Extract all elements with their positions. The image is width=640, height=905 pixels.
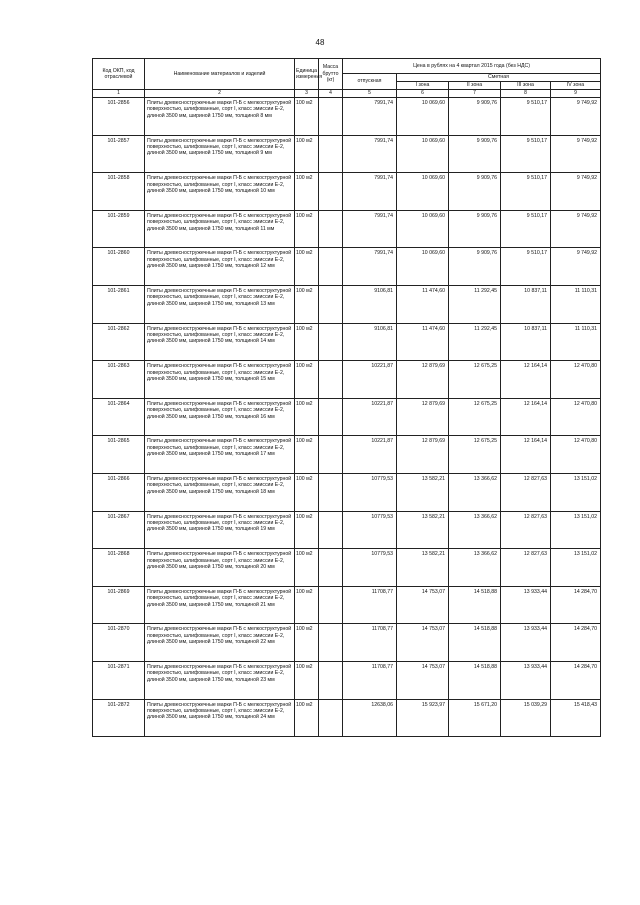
product-name-cell: Плиты древесностружечные марки П-Б с мелкоструктурной поверхностью, шлифованные, сорт I, класс эмиссии Е-2, длиной 3500 мм, шириной 1750 мм, толщиной 19 мм xyxy=(145,511,295,549)
unit-cell: 100 м2 xyxy=(295,285,319,323)
unit-cell: 100 м2 xyxy=(295,511,319,549)
mass-cell xyxy=(319,398,343,436)
zone-1-price-cell: 14 753,07 xyxy=(397,586,449,624)
column-number: 5 xyxy=(343,90,397,98)
unit-cell: 100 м2 xyxy=(295,549,319,587)
unit-cell: 100 м2 xyxy=(295,323,319,361)
zone-1-price-cell: 10 069,60 xyxy=(397,98,449,136)
unit-cell: 100 м2 xyxy=(295,624,319,662)
mass-cell xyxy=(319,323,343,361)
product-name-cell: Плиты древесностружечные марки П-Б с мелкоструктурной поверхностью, шлифованные, сорт I, класс эмиссии Е-2, длиной 3500 мм, шириной 1750 мм, толщиной 23 мм xyxy=(145,661,295,699)
product-name-cell: Плиты древесностружечные марки П-Б с мелкоструктурной поверхностью, шлифованные, сорт I, класс эмиссии Е-2, длиной 3500 мм, шириной 1750 мм, толщиной 17 мм xyxy=(145,436,295,474)
zone-2-price-cell: 9 909,76 xyxy=(449,135,501,173)
zone-1-price-cell: 12 879,69 xyxy=(397,436,449,474)
zone-4-price-cell: 14 284,70 xyxy=(551,586,601,624)
product-code-cell: 101-2857 xyxy=(93,135,145,173)
zone-2-price-cell: 12 675,25 xyxy=(449,361,501,399)
product-name-cell: Плиты древесностружечные марки П-Б с мелкоструктурной поверхностью, шлифованные, сорт I, класс эмиссии Е-2, длиной 3500 мм, шириной 1750 мм, толщиной 21 мм xyxy=(145,586,295,624)
price-table xyxy=(92,58,601,737)
zone-1-price-cell: 10 069,60 xyxy=(397,210,449,248)
zone-1-price-cell: 14 753,07 xyxy=(397,624,449,662)
zone-1-price-cell: 10 069,60 xyxy=(397,248,449,286)
mass-cell xyxy=(319,361,343,399)
zone-2-price-cell: 14 518,88 xyxy=(449,586,501,624)
column-number: 8 xyxy=(501,90,551,98)
header-mass: Масса брутто (кг) xyxy=(319,59,343,90)
release-price-cell: 7991,74 xyxy=(343,173,397,211)
table-row xyxy=(93,586,601,624)
product-code-cell: 101-2865 xyxy=(93,436,145,474)
table-row xyxy=(93,173,601,211)
header-price-group: Цена в рублях на 4 квартал 2015 года (без НДС) xyxy=(343,59,601,74)
release-price-cell: 9106,81 xyxy=(343,285,397,323)
zone-4-price-cell: 11 110,31 xyxy=(551,323,601,361)
zone-2-price-cell: 14 518,88 xyxy=(449,661,501,699)
product-code-cell: 101-2866 xyxy=(93,473,145,511)
mass-cell xyxy=(319,436,343,474)
zone-3-price-cell: 12 164,14 xyxy=(501,436,551,474)
product-code-cell: 101-2856 xyxy=(93,98,145,136)
product-code-cell: 101-2870 xyxy=(93,624,145,662)
header-zone-2: II зона xyxy=(449,82,501,90)
mass-cell xyxy=(319,661,343,699)
zone-4-price-cell: 13 151,02 xyxy=(551,473,601,511)
zone-1-price-cell: 10 069,60 xyxy=(397,173,449,211)
unit-cell: 100 м2 xyxy=(295,135,319,173)
header-zone-4: IV зона xyxy=(551,82,601,90)
product-code-cell: 101-2858 xyxy=(93,173,145,211)
release-price-cell: 11708,77 xyxy=(343,586,397,624)
product-name-cell: Плиты древесностружечные марки П-Б с мелкоструктурной поверхностью, шлифованные, сорт I, класс эмиссии Е-2, длиной 3500 мм, шириной 1750 мм, толщиной 13 мм xyxy=(145,285,295,323)
product-name-cell: Плиты древесностружечные марки П-Б с мелкоструктурной поверхностью, шлифованные, сорт I, класс эмиссии Е-2, длиной 3500 мм, шириной 1750 мм, толщиной 18 мм xyxy=(145,473,295,511)
header-release: отпускная xyxy=(343,74,397,90)
zone-1-price-cell: 11 474,60 xyxy=(397,323,449,361)
mass-cell xyxy=(319,248,343,286)
release-price-cell: 11708,77 xyxy=(343,661,397,699)
column-number-row xyxy=(93,90,601,98)
zone-3-price-cell: 12 827,63 xyxy=(501,549,551,587)
product-code-cell: 101-2864 xyxy=(93,398,145,436)
zone-3-price-cell: 12 827,63 xyxy=(501,511,551,549)
zone-2-price-cell: 11 292,45 xyxy=(449,323,501,361)
unit-cell: 100 м2 xyxy=(295,210,319,248)
unit-cell: 100 м2 xyxy=(295,361,319,399)
release-price-cell: 7991,74 xyxy=(343,98,397,136)
release-price-cell: 7991,74 xyxy=(343,135,397,173)
release-price-cell: 11708,77 xyxy=(343,624,397,662)
zone-1-price-cell: 13 582,21 xyxy=(397,473,449,511)
zone-4-price-cell: 9 749,92 xyxy=(551,173,601,211)
product-name-cell: Плиты древесностружечные марки П-Б с мелкоструктурной поверхностью, шлифованные, сорт I, класс эмиссии Е-2, длиной 3500 мм, шириной 1750 мм, толщиной 10 мм xyxy=(145,173,295,211)
mass-cell xyxy=(319,135,343,173)
release-price-cell: 10779,53 xyxy=(343,473,397,511)
table-row xyxy=(93,624,601,662)
product-name-cell: Плиты древесностружечные марки П-Б с мелкоструктурной поверхностью, шлифованные, сорт I, класс эмиссии Е-2, длиной 3500 мм, шириной 1750 мм, толщиной 12 мм xyxy=(145,248,295,286)
zone-2-price-cell: 12 675,25 xyxy=(449,436,501,474)
unit-cell: 100 м2 xyxy=(295,699,319,737)
table-row xyxy=(93,210,601,248)
product-name-cell: Плиты древесностружечные марки П-Б с мелкоструктурной поверхностью, шлифованные, сорт I, класс эмиссии Е-2, длиной 3500 мм, шириной 1750 мм, толщиной 16 мм xyxy=(145,398,295,436)
mass-cell xyxy=(319,98,343,136)
table-row xyxy=(93,473,601,511)
zone-3-price-cell: 12 164,14 xyxy=(501,398,551,436)
zone-2-price-cell: 13 366,62 xyxy=(449,511,501,549)
zone-3-price-cell: 9 510,17 xyxy=(501,135,551,173)
zone-4-price-cell: 9 749,92 xyxy=(551,98,601,136)
zone-2-price-cell: 11 292,45 xyxy=(449,285,501,323)
zone-2-price-cell: 9 909,76 xyxy=(449,210,501,248)
zone-3-price-cell: 15 039,29 xyxy=(501,699,551,737)
zone-1-price-cell: 14 753,07 xyxy=(397,661,449,699)
release-price-cell: 10221,87 xyxy=(343,361,397,399)
product-code-cell: 101-2871 xyxy=(93,661,145,699)
zone-2-price-cell: 14 518,88 xyxy=(449,624,501,662)
release-price-cell: 10779,53 xyxy=(343,549,397,587)
mass-cell xyxy=(319,511,343,549)
release-price-cell: 7991,74 xyxy=(343,210,397,248)
product-name-cell: Плиты древесностружечные марки П-Б с мелкоструктурной поверхностью, шлифованные, сорт I, класс эмиссии Е-2, длиной 3500 мм, шириной 1750 мм, толщиной 15 мм xyxy=(145,361,295,399)
table-body xyxy=(93,98,601,737)
table-row xyxy=(93,661,601,699)
mass-cell xyxy=(319,624,343,662)
column-number: 1 xyxy=(93,90,145,98)
zone-3-price-cell: 9 510,17 xyxy=(501,248,551,286)
table-row xyxy=(93,248,601,286)
zone-4-price-cell: 14 284,70 xyxy=(551,661,601,699)
column-number: 9 xyxy=(551,90,601,98)
product-name-cell: Плиты древесностружечные марки П-Б с мелкоструктурной поверхностью, шлифованные, сорт I, класс эмиссии Е-2, длиной 3500 мм, шириной 1750 мм, толщиной 9 мм xyxy=(145,135,295,173)
table-row xyxy=(93,549,601,587)
zone-3-price-cell: 9 510,17 xyxy=(501,98,551,136)
product-code-cell: 101-2860 xyxy=(93,248,145,286)
zone-1-price-cell: 11 474,60 xyxy=(397,285,449,323)
zone-4-price-cell: 11 110,31 xyxy=(551,285,601,323)
product-name-cell: Плиты древесностружечные марки П-Б с мелкоструктурной поверхностью, шлифованные, сорт I, класс эмиссии Е-2, длиной 3500 мм, шириной 1750 мм, толщиной 11 мм xyxy=(145,210,295,248)
table-row xyxy=(93,398,601,436)
unit-cell: 100 м2 xyxy=(295,473,319,511)
header-zone-3: III зона xyxy=(501,82,551,90)
unit-cell: 100 м2 xyxy=(295,248,319,286)
zone-2-price-cell: 9 909,76 xyxy=(449,98,501,136)
header-estimate-group: Сметная xyxy=(397,74,601,82)
zone-2-price-cell: 9 909,76 xyxy=(449,173,501,211)
product-name-cell: Плиты древесностружечные марки П-Б с мелкоструктурной поверхностью, шлифованные, сорт I, класс эмиссии Е-2, длиной 3500 мм, шириной 1750 мм, толщиной 14 мм xyxy=(145,323,295,361)
release-price-cell: 10221,87 xyxy=(343,436,397,474)
product-name-cell: Плиты древесностружечные марки П-Б с мелкоструктурной поверхностью, шлифованные, сорт I, класс эмиссии Е-2, длиной 3500 мм, шириной 1750 мм, толщиной 20 мм xyxy=(145,549,295,587)
zone-2-price-cell: 12 675,25 xyxy=(449,398,501,436)
release-price-cell: 10779,53 xyxy=(343,511,397,549)
mass-cell xyxy=(319,586,343,624)
zone-4-price-cell: 15 418,43 xyxy=(551,699,601,737)
zone-4-price-cell: 9 749,92 xyxy=(551,248,601,286)
mass-cell xyxy=(319,473,343,511)
mass-cell xyxy=(319,210,343,248)
unit-cell: 100 м2 xyxy=(295,436,319,474)
product-name-cell: Плиты древесностружечные марки П-Б с мелкоструктурной поверхностью, шлифованные, сорт I, класс эмиссии Е-2, длиной 3500 мм, шириной 1750 мм, толщиной 22 мм xyxy=(145,624,295,662)
zone-1-price-cell: 12 879,69 xyxy=(397,398,449,436)
product-code-cell: 101-2872 xyxy=(93,699,145,737)
table-row xyxy=(93,323,601,361)
unit-cell: 100 м2 xyxy=(295,398,319,436)
zone-3-price-cell: 13 933,44 xyxy=(501,661,551,699)
product-code-cell: 101-2859 xyxy=(93,210,145,248)
release-price-cell: 7991,74 xyxy=(343,248,397,286)
zone-4-price-cell: 9 749,92 xyxy=(551,135,601,173)
product-code-cell: 101-2869 xyxy=(93,586,145,624)
release-price-cell: 10221,87 xyxy=(343,398,397,436)
table-row xyxy=(93,436,601,474)
column-number: 7 xyxy=(449,90,501,98)
product-code-cell: 101-2861 xyxy=(93,285,145,323)
zone-4-price-cell: 13 151,02 xyxy=(551,511,601,549)
zone-3-price-cell: 9 510,17 xyxy=(501,210,551,248)
zone-4-price-cell: 9 749,92 xyxy=(551,210,601,248)
unit-cell: 100 м2 xyxy=(295,586,319,624)
zone-4-price-cell: 12 470,80 xyxy=(551,361,601,399)
zone-2-price-cell: 9 909,76 xyxy=(449,248,501,286)
zone-4-price-cell: 14 284,70 xyxy=(551,624,601,662)
release-price-cell: 12638,06 xyxy=(343,699,397,737)
table-row xyxy=(93,98,601,136)
unit-cell: 100 м2 xyxy=(295,661,319,699)
zone-1-price-cell: 13 582,21 xyxy=(397,511,449,549)
zone-1-price-cell: 13 582,21 xyxy=(397,549,449,587)
page-number: 48 xyxy=(315,38,325,47)
table-row xyxy=(93,511,601,549)
product-code-cell: 101-2862 xyxy=(93,323,145,361)
zone-1-price-cell: 10 069,60 xyxy=(397,135,449,173)
zone-2-price-cell: 13 366,62 xyxy=(449,549,501,587)
table-row xyxy=(93,135,601,173)
product-code-cell: 101-2868 xyxy=(93,549,145,587)
zone-1-price-cell: 15 923,97 xyxy=(397,699,449,737)
column-number: 6 xyxy=(397,90,449,98)
column-number: 3 xyxy=(295,90,319,98)
product-name-cell: Плиты древесностружечные марки П-Б с мелкоструктурной поверхностью, шлифованные, сорт I, класс эмиссии Е-2, длиной 3500 мм, шириной 1750 мм, толщиной 24 мм xyxy=(145,699,295,737)
mass-cell xyxy=(319,549,343,587)
table-row xyxy=(93,361,601,399)
zone-3-price-cell: 12 164,14 xyxy=(501,361,551,399)
zone-1-price-cell: 12 879,69 xyxy=(397,361,449,399)
zone-4-price-cell: 13 151,02 xyxy=(551,549,601,587)
mass-cell xyxy=(319,285,343,323)
release-price-cell: 9106,81 xyxy=(343,323,397,361)
mass-cell xyxy=(319,699,343,737)
product-code-cell: 101-2867 xyxy=(93,511,145,549)
zone-3-price-cell: 12 827,63 xyxy=(501,473,551,511)
column-number: 4 xyxy=(319,90,343,98)
zone-3-price-cell: 13 933,44 xyxy=(501,586,551,624)
zone-3-price-cell: 10 837,11 xyxy=(501,323,551,361)
zone-4-price-cell: 12 470,80 xyxy=(551,398,601,436)
header-code: Код ОКП, код отраслевой xyxy=(93,59,145,90)
product-name-cell: Плиты древесностружечные марки П-Б с мелкоструктурной поверхностью, шлифованные, сорт I, класс эмиссии Е-2, длиной 3500 мм, шириной 1750 мм, толщиной 8 мм xyxy=(145,98,295,136)
mass-cell xyxy=(319,173,343,211)
header-unit: Единица измерения xyxy=(295,59,319,90)
table-row xyxy=(93,285,601,323)
zone-3-price-cell: 10 837,11 xyxy=(501,285,551,323)
table-row xyxy=(93,699,601,737)
product-code-cell: 101-2863 xyxy=(93,361,145,399)
zone-3-price-cell: 13 933,44 xyxy=(501,624,551,662)
header-name: Наименование материалов и изделий xyxy=(145,59,295,90)
column-number: 2 xyxy=(145,90,295,98)
header-zone-1: I зона xyxy=(397,82,449,90)
unit-cell: 100 м2 xyxy=(295,98,319,136)
unit-cell: 100 м2 xyxy=(295,173,319,211)
zone-3-price-cell: 9 510,17 xyxy=(501,173,551,211)
zone-2-price-cell: 15 671,20 xyxy=(449,699,501,737)
zone-4-price-cell: 12 470,80 xyxy=(551,436,601,474)
zone-2-price-cell: 13 366,62 xyxy=(449,473,501,511)
